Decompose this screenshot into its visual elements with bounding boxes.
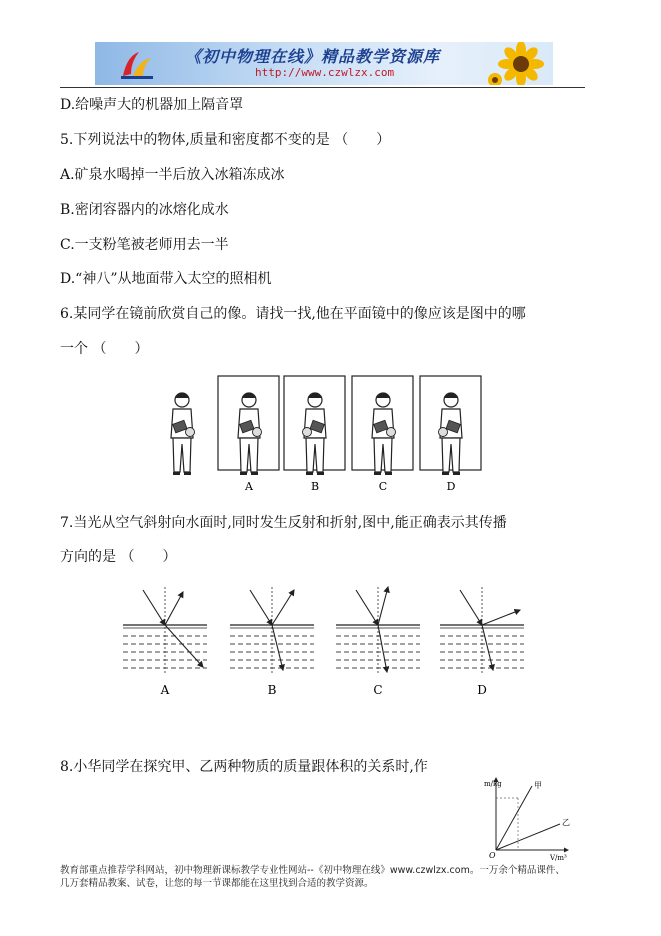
mirror-figure: [160, 370, 490, 498]
y-axis-label: m/kg: [484, 780, 502, 788]
q6-stem-line2: 一个 （ ）: [60, 341, 149, 357]
jia-label: 甲: [534, 781, 542, 790]
refraction-figure: [120, 582, 530, 702]
x-axis-label: V/m³: [550, 854, 567, 862]
yi-label: 乙: [562, 818, 570, 827]
header-banner: [95, 42, 553, 85]
refraction-label-d: D: [477, 683, 487, 697]
sunflower-image: [487, 42, 553, 85]
refraction-option-a: [123, 587, 207, 674]
q5-option-c: C.一支粉笔被老师用去一半: [60, 237, 229, 253]
q7-stem-line2: 方向的是 （ ）: [60, 549, 177, 565]
refraction-label-a: A: [160, 683, 170, 697]
q8-stem: 8.小华同学在探究甲、乙两种物质的质量跟体积的关系时,作: [60, 759, 428, 775]
refraction-label-b: B: [267, 683, 277, 697]
q5-option-b: B.密闭容器内的冰熔化成水: [60, 202, 229, 218]
mirror-label-b: B: [310, 480, 320, 493]
footer-line2: 几万套精品教案、试卷，让您的每一节课都能在这里找到合适的教学资源。: [60, 878, 374, 889]
footer-line1: 教育部重点推荐学科网站，初中物理新课标教学专业性网站--《初中物理在线》www.czwlzx.com。一万余个精品课件、: [60, 865, 565, 876]
q5-stem: 5.下列说法中的物体,质量和密度都不变的是 （ ）: [60, 132, 391, 148]
mirror-label-d: D: [446, 480, 456, 493]
q6-stem-line1: 6.某同学在镜前欣赏自己的像。请找一找,他在平面镜中的像应该是图中的哪: [60, 306, 526, 322]
site-logo: [117, 46, 157, 82]
header-url[interactable]: http://www.czwlzx.com: [255, 66, 395, 79]
line-jia: [496, 786, 532, 850]
mirror-option-a: [218, 376, 279, 475]
refraction-option-c: [336, 587, 420, 674]
mirror-label-a: A: [245, 480, 253, 493]
header-title: 《初中物理在线》精品教学资源库: [185, 47, 441, 66]
mass-volume-graph: [482, 772, 574, 862]
mirror-label-c: C: [378, 480, 388, 493]
origin-label: O: [489, 851, 496, 860]
q4-option-d: D.给噪声大的机器加上隔音罩: [60, 97, 244, 113]
mirror-option-c: [352, 376, 413, 475]
original-boy: [171, 393, 195, 475]
refraction-option-d: [440, 587, 524, 674]
mirror-option-d: [420, 376, 481, 475]
q5-option-d: D.“神八”从地面带入太空的照相机: [60, 271, 272, 287]
line-yi: [496, 824, 560, 850]
refraction-option-b: [230, 587, 314, 674]
mirror-option-b: [284, 376, 345, 475]
q5-option-a: A.矿泉水喝掉一半后放入冰箱冻成冰: [60, 167, 285, 183]
q7-stem-line1: 7.当光从空气斜射向水面时,同时发生反射和折射,图中,能正确表示其传播: [60, 515, 507, 531]
refraction-label-c: C: [373, 683, 383, 697]
header-rule: [60, 87, 585, 88]
